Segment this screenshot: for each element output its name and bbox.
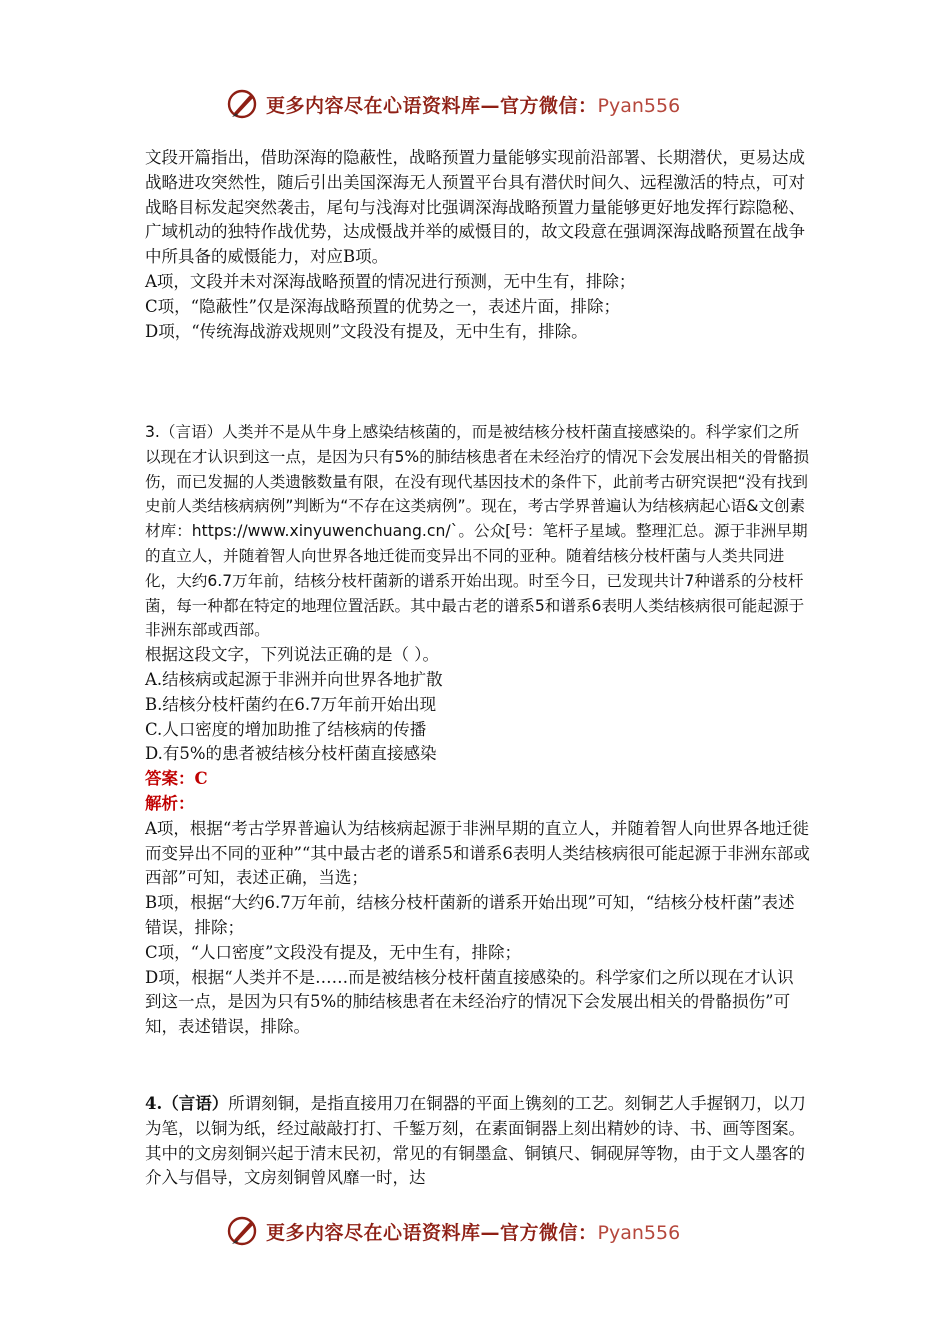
brush-logo-icon	[226, 87, 260, 121]
analysis-label: 解析：	[145, 793, 195, 813]
analysis-item: C项，“人口密度”文段没有提及，无中生有，排除；	[145, 942, 521, 962]
analysis-paragraph: 文段开篇指出，借助深海的隐蔽性，战略预置力量能够实现前沿部署、长期潜伏，更易达成战略进攻突然性，随后引出美国深海无人预置平台具有潜伏时间久、远程激活的特点，可对战略目标发起突然袭击，尾句与浅海对比强调深海战略预置力量能够更好地发挥行踪隐秘、广域机动的独特作战优势，达成慑战并举的威慑目的，故文段意在强调深海战略预置在战争中所具备的威慑能力，对应B项。	[145, 148, 805, 267]
analysis-item: C项，“隐蔽性”仅是深海战略预置的优势之一，表述片面，排除；	[145, 296, 620, 316]
banner-wechat-id: Pyan556	[597, 94, 681, 117]
question-4	[145, 1092, 810, 1191]
question-text: 所谓刻铜，是指直接用刀在铜器的平面上镌刻的工艺。刻铜艺人手握钢刀，以刀为笔，以铜为纸，经过敲敲打打、千錾万刻，在素面铜器上刻出精妙的诗、书、画等图案。其中的文房刻铜兴起于清末民初，常见的有铜墨盒、铜镇尺、铜砚屏等物，由于文人墨客的介入与倡导，文房刻铜曾风靡一时，达	[145, 1094, 806, 1188]
option-a: A.结核病或起源于非洲并向世界各地扩散	[145, 669, 443, 689]
question-stem	[145, 1092, 810, 1191]
analysis-item: A项，根据“考古学界普遍认为结核病起源于非洲早期的直立人，并随着智人向世界各地迁徙而变异出不同的亚种”“其中最古老的谱系5和谱系6表明人类结核病很可能起源于非洲东部或西部”可知，表述正确，当选；	[145, 818, 810, 888]
question-number: 4.（言语）	[145, 1094, 229, 1113]
option-d: D.有5%的患者被结核分枝杆菌直接感染	[145, 744, 437, 764]
banner-wechat-id: Pyan556	[597, 1221, 681, 1244]
answer-label: 答案：C	[145, 769, 208, 789]
header-banner	[226, 84, 746, 124]
brush-logo-icon	[226, 1214, 260, 1248]
analysis-item: D项，“传统海战游戏规则”文段没有提及，无中生有，排除。	[145, 321, 588, 341]
analysis-item: B项，根据“大约6.7万年前，结核分枝杆菌新的谱系开始出现”可知，“结核分枝杆菌”表述错误，排除；	[145, 893, 795, 937]
option-b: B.结核分枝杆菌约在6.7万年前开始出现	[145, 694, 437, 714]
banner-text: 更多内容尽在心语资料库—官方微信：Pyan556	[266, 94, 681, 117]
question-3	[145, 420, 810, 1040]
previous-analysis	[145, 146, 810, 344]
banner-text: 更多内容尽在心语资料库—官方微信：Pyan556	[266, 1221, 681, 1244]
option-c: C.人口密度的增加助推了结核病的传播	[145, 719, 427, 739]
footer-banner	[226, 1211, 746, 1251]
analysis-item: D项，根据“人类并不是……而是被结核分枝杆菌直接感染的。科学家们之所以现在才认识到这一点，是因为只有5%的肺结核患者在未经治疗的情况下会发展出相关的骨骼损伤”可知，表述错误，排除。	[145, 967, 794, 1037]
analysis-item: A项，文段并未对深海战略预置的情况进行预测，无中生有，排除；	[145, 271, 636, 291]
question-prompt: 根据这段文字，下列说法正确的是（ ）。	[145, 645, 439, 665]
question-stem: 3.（言语）人类并不是从牛身上感染结核菌的，而是被结核分枝杆菌直接感染的。科学家们之所以现在才认识到这一点，是因为只有5%的肺结核患者在未经治疗的情况下会发展出相关的骨骼损伤，而已发掘的人类遗骸数量有限，在没有现代基因技术的条件下，此前考古研究误把“没有找到史前人类结核病病例”判断为“不存在这类病例”。现在，考古学界普遍认为结核病起心语&文创素材库：https://www.xinyuwenchuang.cn/`。公众[号：笔杆子星域。整理汇总。源于非洲早期的直立人，并随着智人向世界各地迁徙而变异出不同的亚种。随着结核分枝杆菌与人类共同进化，大约6.7万年前，结核分枝杆菌新的谱系开始出现。时至今日，已发现共计7种谱系的分枝杆菌，每一种都在特定的地理位置活跃。其中最古老的谱系5和谱系6表明人类结核病很可能起源于非洲东部或西部。	[145, 423, 810, 640]
